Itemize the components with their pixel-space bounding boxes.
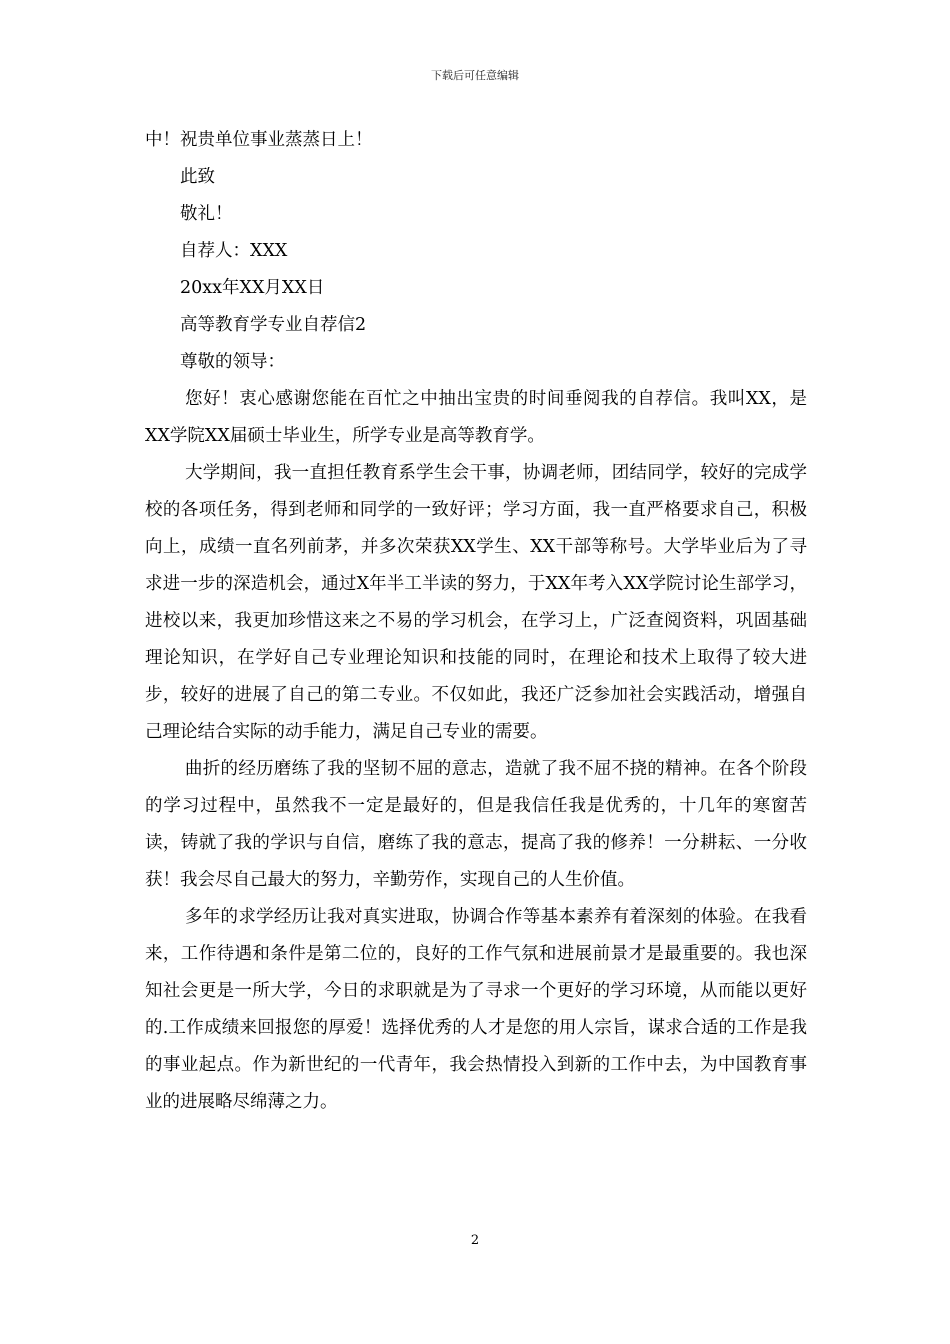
closing-line: 中！祝贵单位事业蒸蒸日上！: [145, 130, 373, 150]
salutation-cizhi: 此致: [180, 167, 215, 187]
document-body: [145, 122, 807, 1121]
signer: 自荐人：XXX: [180, 241, 288, 261]
letter-title: 高等教育学专业自荐信2: [180, 315, 367, 335]
paragraph: 曲折的经历磨练了我的坚韧不屈的意志，造就了我不屈不挠的精神。在各个阶段的学习过程中，虽然我不一定是最好的，但是我信任我是优秀的，十几年的寒窗苦读，铸就了我的学识与自信，磨练了我的意志，提高了我的修养！一分耕耘、一分收获！我会尽自己最大的努力，辛勤劳作，实现自己的人生价值。: [145, 759, 807, 890]
page-number: 2: [470, 1233, 480, 1248]
date: 20xx年XX月XX日: [180, 278, 325, 298]
paragraph: 您好！衷心感谢您能在百忙之中抽出宝贵的时间垂阅我的自荐信。我叫XX，是XX学院XX届硕士毕业生，所学专业是高等教育学。: [145, 389, 807, 446]
page-header-note: 下载后可任意编辑: [431, 69, 519, 82]
paragraph: 多年的求学经历让我对真实进取，协调合作等基本素养有着深刻的体验。在我看来，工作待遇和条件是第二位的，良好的工作气氛和进展前景才是最重要的。我也深知社会更是一所大学，今日的求职就是为了寻求一个更好的学习环境，从而能以更好的.工作成绩来回报您的厚爱！选择优秀的人才是您的用人宗旨，谋求合适的工作是我的事业起点。作为新世纪的一代青年，我会热情投入到新的工作中去，为中国教育事业的进展略尽绵薄之力。: [145, 907, 807, 1112]
paragraph: 大学期间，我一直担任教育系学生会干事，协调老师，团结同学，较好的完成学校的各项任务，得到老师和同学的一致好评；学习方面，我一直严格要求自己，积极向上，成绩一直名列前茅，并多次荣获XX学生、XX干部等称号。大学毕业后为了寻求进一步的深造机会，通过X年半工半读的努力，于XX年考入XX学院讨论生部学习，进校以来，我更加珍惜这来之不易的学习机会，在学习上，广泛查阅资料，巩固基础理论知识，在学好自己专业理论知识和技能的同时，在理论和技术上取得了较大进步，较好的进展了自己的第二专业。不仅如此，我还广泛参加社会实践活动，增强自己理论结合实际的动手能力，满足自己专业的需要。: [145, 463, 807, 742]
greeting: 尊敬的领导：: [180, 352, 285, 372]
salutation-jingli: 敬礼！: [180, 204, 233, 224]
